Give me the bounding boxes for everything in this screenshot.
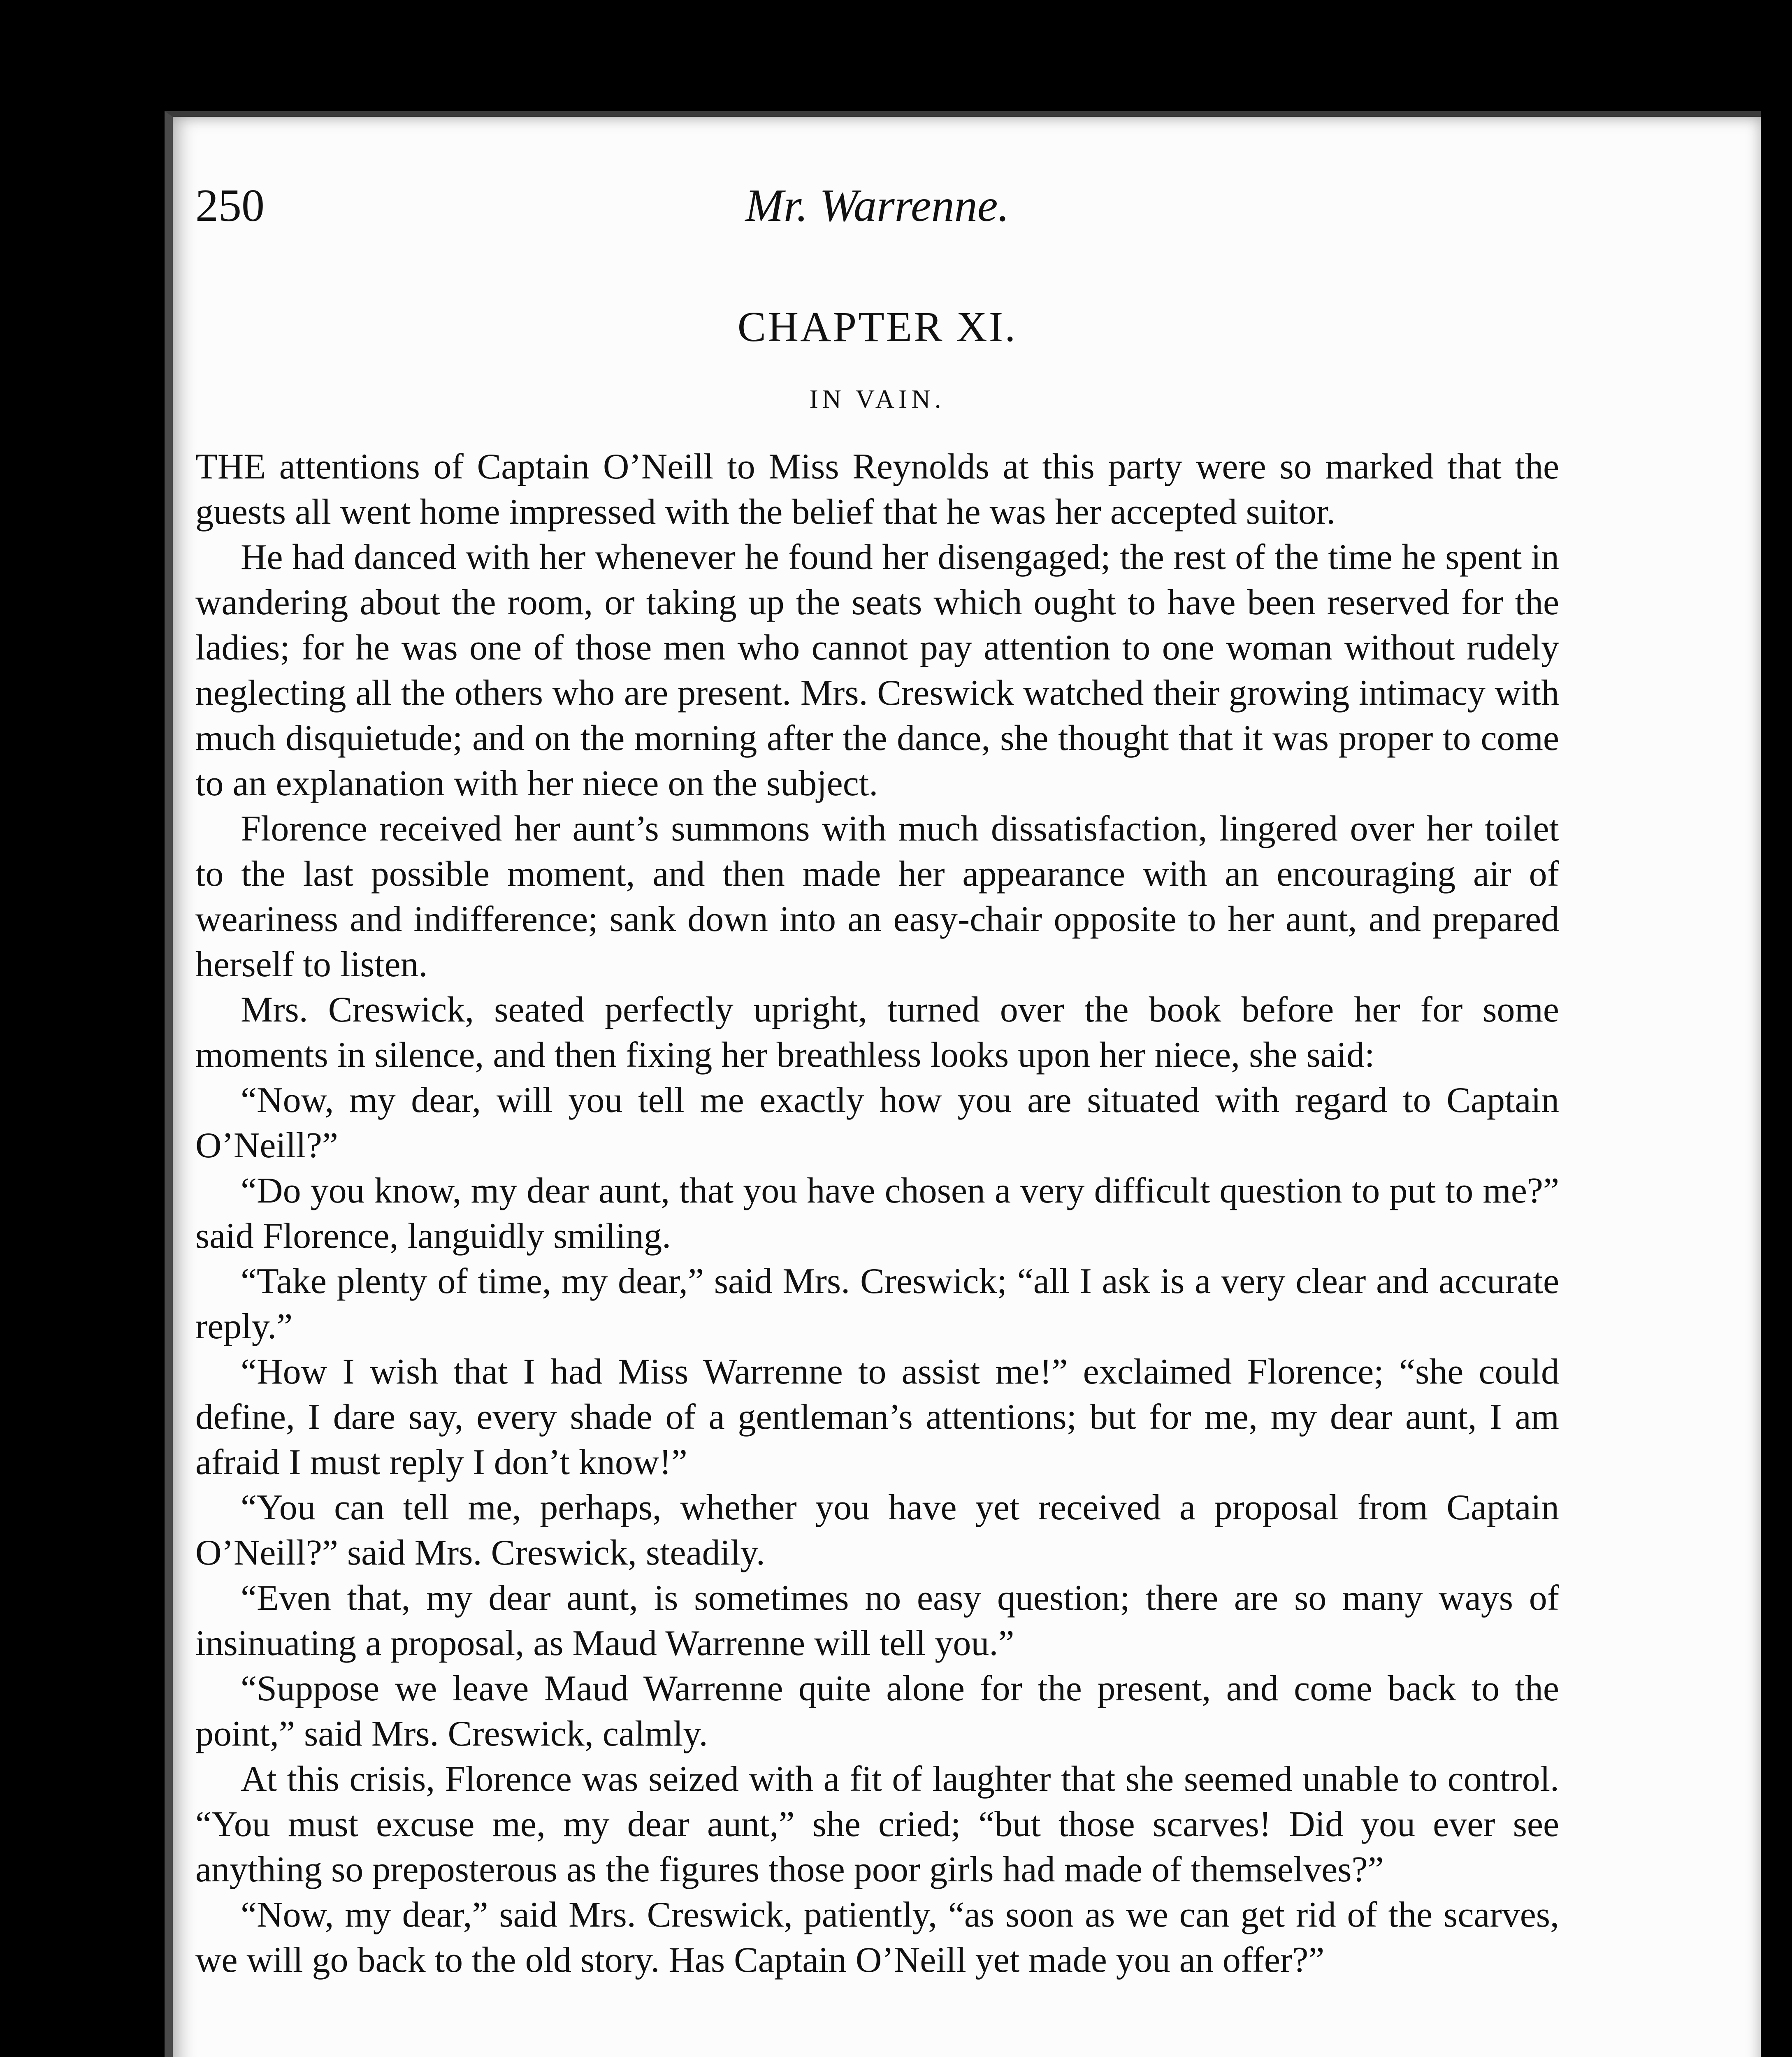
paragraph: Mrs. Creswick, seated perfectly upright, turned over the book before her for some moments in silence, and then fixing her breathless looks upon her niece, she said: <box>195 990 1559 1075</box>
paragraph: He had danced with her whenever he found her disengaged; the rest of the time he spent in wandering about the room, or taking up the seats which ought to have been reserved for the ladies; for he was one of those men who cannot pay attention to one woman without rudely neglecting all the others who are present. Mrs. Creswick watched their growing intimacy with much disquietude; and on the morning after the dance, she thought that it was proper to come to an explanation with her niece on the subject. <box>195 537 1559 803</box>
running-title: Mr. Warrenne. <box>745 180 1010 231</box>
paragraph: “How I wish that I had Miss Warrenne to assist me!” exclaimed Florence; “she could define, I dare say, every shade of a gentleman’s attentions; but for me, my dear aunt, I am afraid I must reply I don’t know!” <box>195 1352 1559 1482</box>
page-header <box>195 173 1559 239</box>
paragraph: “Even that, my dear aunt, is sometimes no easy question; there are so many ways of insinuating a proposal, as Maud Warrenne will tell you.” <box>195 1578 1559 1663</box>
paragraph: “Do you know, my dear aunt, that you have chosen a very difficult question to put to me?” said Florence, languidly smiling. <box>195 1171 1559 1256</box>
paragraph: “Take plenty of time, my dear,” said Mrs. Creswick; “all I ask is a very clear and accurate reply.” <box>195 1261 1559 1347</box>
body-text <box>195 444 1559 1983</box>
paragraph: THE attentions of Captain O’Neill to Miss Reynolds at this party were so marked that the guests all went home impressed with the belief that he was her accepted suitor. <box>195 447 1559 532</box>
chapter-title: CHAPTER XI. <box>737 303 1017 351</box>
chapter-subtitle: IN VAIN. <box>809 384 945 413</box>
paragraph: “You can tell me, perhaps, whether you have yet received a proposal from Captain O’Neill?” said Mrs. Creswick, steadily. <box>195 1488 1559 1573</box>
paragraph: At this crisis, Florence was seized with a fit of laughter that she seemed unable to control. “You must excuse me, my dear aunt,” she cried; “but those scarves! Did you ever see anything so preposterous as the figures those poor girls had made of themselves?” <box>195 1759 1559 1890</box>
paragraph: “Now, my dear, will you tell me exactly how you are situated with regard to Captain O’Neill?” <box>195 1080 1559 1165</box>
paragraph: Florence received her aunt’s summons with much dissatisfaction, lingered over her toilet to the last possible moment, and then made her appearance with an encouraging air of weariness and indifference; sank down into an easy-chair opposite to her aunt, and prepared herself to listen. <box>195 809 1559 984</box>
paragraph: “Suppose we leave Maud Warrenne quite alone for the present, and come back to the point,” said Mrs. Creswick, calmly. <box>195 1669 1559 1754</box>
paragraph: “Now, my dear,” said Mrs. Creswick, patiently, “as soon as we can get rid of the scarves, we will go back to the old story. Has Captain O’Neill yet made you an offer?” <box>195 1895 1559 1980</box>
page-number: 250 <box>195 180 265 231</box>
